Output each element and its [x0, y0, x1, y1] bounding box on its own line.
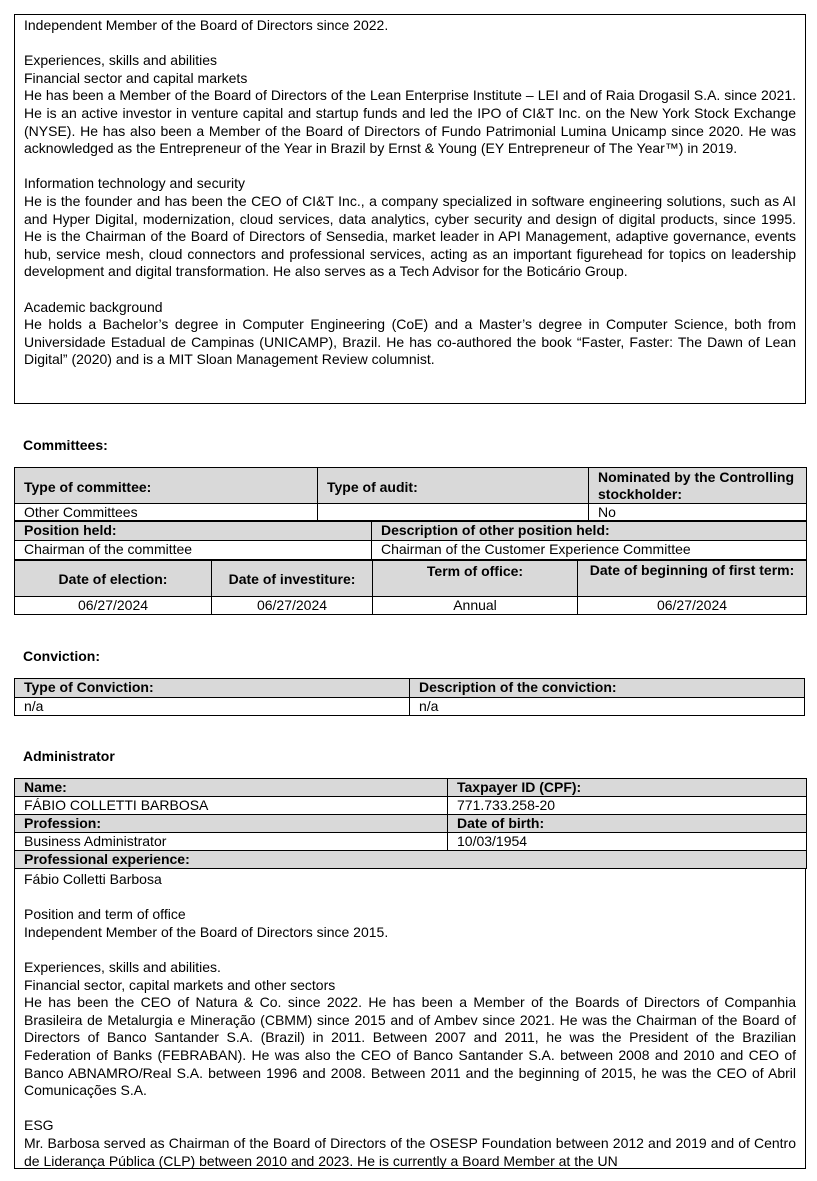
committee-table-row3 [14, 560, 807, 615]
exp-esg-heading: ESG [24, 1117, 54, 1134]
bio-exp-heading: Experiences, skills and abilities [24, 52, 217, 69]
bio-fin-heading: Financial sector and capital markets [24, 69, 248, 86]
conviction-type-label: Type of Conviction: [15, 679, 410, 698]
committees-title: Committees: [23, 437, 108, 453]
bio-fin-text: He has been a Member of the Board of Directors of the Lean Enterprise Institute – LEI and of Raia Drogasil S.A. since 2021. He is an active investor in venture capital and startup funds and led the IPO of CI&T Inc. on the New York Stock Exchange (NYSE). He has also been a Member of the Board of Directors of Fundo Patrimonial Lumina Unicamp since 2020. He was acknowledged as the Entrepreneur of the Year in Brazil by Ernst & Young (EY Entrepreneur of The Year™) in 2019. [24, 87, 796, 157]
exp-esg-text: Mr. Barbosa served as Chairman of the Board of Directors of the OSESP Foundation between 2012 and 2019 and of Centro de Liderança Pública (CLP) between 2010 and 2023. He is currently a Board Member at the UN [24, 1134, 796, 1169]
position-held-label: Position held: [15, 522, 372, 541]
date-first-term-value: 06/27/2024 [578, 597, 807, 615]
exp-sectors-text: He has been the CEO of Natura & Co. since 2022. He has been a Member of the Boards of Directors of Companhia Brasileira de Metalurgia e Mineração (CBMM) since 2015 and of Ambev since 2021. He was the Chairman of the Board of Directors of Banco Santander S.A. (Brazil) in 2011. Between 2007 and 2011, he was the President of the Brazilian Federation of Banks (FEBRABAN). He was also the CEO of Banco Santander S.A. between 2008 and 2010 and CEO of Banco ABNAMRO/Real S.A. between 1996 and 2008. Between 2011 and the beginning of 2015, he was the CEO of Abril Comunicações S.A. [24, 994, 796, 1099]
term-value: Annual [373, 597, 578, 615]
bio-acad-heading: Academic background [24, 298, 163, 315]
conviction-desc-label: Description of the conviction: [410, 679, 805, 698]
type-of-committee-value: Other Committees [15, 504, 318, 521]
conviction-title: Conviction: [23, 648, 100, 664]
date-election-label: Date of election: [15, 561, 212, 597]
dob-value: 10/03/1954 [448, 833, 807, 851]
conviction-desc-value: n/a [410, 698, 805, 716]
date-investiture-label: Date of investiture: [212, 561, 373, 597]
experience-label: Professional experience: [15, 851, 807, 869]
administrator-table [14, 778, 807, 869]
profession-label: Profession: [15, 815, 448, 833]
cpf-value: 771.733.258-20 [448, 797, 807, 815]
exp-name: Fábio Colletti Barbosa [24, 871, 162, 887]
type-of-audit-label: Type of audit: [318, 468, 589, 504]
exp-sectors-heading: Financial sector, capital markets and other sectors [24, 976, 336, 993]
nominated-label: Nominated by the Controlling stockholder: [589, 468, 807, 504]
bio-it-heading: Information technology and security [24, 175, 246, 192]
name-value: FÁBIO COLLETTI BARBOSA [15, 797, 448, 815]
bio-box [14, 14, 806, 404]
position-held-value: Chairman of the committee [15, 541, 372, 560]
type-of-committee-label: Type of committee: [15, 468, 318, 504]
bio-line-since: Independent Member of the Board of Directors since 2022. [24, 17, 389, 33]
name-label: Name: [15, 779, 448, 797]
conviction-table [14, 678, 805, 716]
other-position-label: Description of other position held: [372, 522, 807, 541]
bio-acad-text: He holds a Bachelor’s degree in Computer Engineering (CoE) and a Master’s degree in Computer Science, both from Universidade Estadual de Campinas (UNICAMP), Brazil. He has co-authored the book “Faster, Faster: The Dawn of Lean Digital” (2020) and is a MIT Sloan Management Review columnist. [24, 316, 796, 368]
other-position-value: Chairman of the Customer Experience Committee [372, 541, 807, 560]
profession-value: Business Administrator [15, 833, 448, 851]
date-investiture-value: 06/27/2024 [212, 597, 373, 615]
nominated-value: No [589, 504, 807, 521]
date-first-term-label: Date of beginning of first term: [578, 561, 807, 597]
experience-box [14, 869, 806, 1169]
exp-position-heading: Position and term of office [24, 906, 186, 923]
cpf-label: Taxpayer ID (CPF): [448, 779, 807, 797]
date-election-value: 06/27/2024 [15, 597, 212, 615]
type-of-audit-value [318, 504, 589, 521]
dob-label: Date of birth: [448, 815, 807, 833]
term-label: Term of office: [373, 561, 578, 597]
bio-it-text: He is the founder and has been the CEO of CI&T Inc., a company specialized in software engineering solutions, such as AI and Hyper Digital, modernization, cloud services, data analytics, cyber security and design of digital products, since 1995. He is the Chairman of the Board of Directors of Sensedia, market leader in API Management, adaptive governance, events hub, service mesh, cloud connectors and professional services, acting as an important figurehead for topics on leadership development and digital transformation. He also serves as a Tech Advisor for the Boticário Group. [24, 192, 796, 280]
committee-table-row1 [14, 467, 807, 521]
administrator-title: Administrator [23, 748, 115, 764]
conviction-type-value: n/a [15, 698, 410, 716]
exp-position-text: Independent Member of the Board of Directors since 2015. [24, 923, 389, 940]
committee-table-row2 [14, 521, 807, 560]
exp-skills-heading: Experiences, skills and abilities. [24, 958, 221, 975]
